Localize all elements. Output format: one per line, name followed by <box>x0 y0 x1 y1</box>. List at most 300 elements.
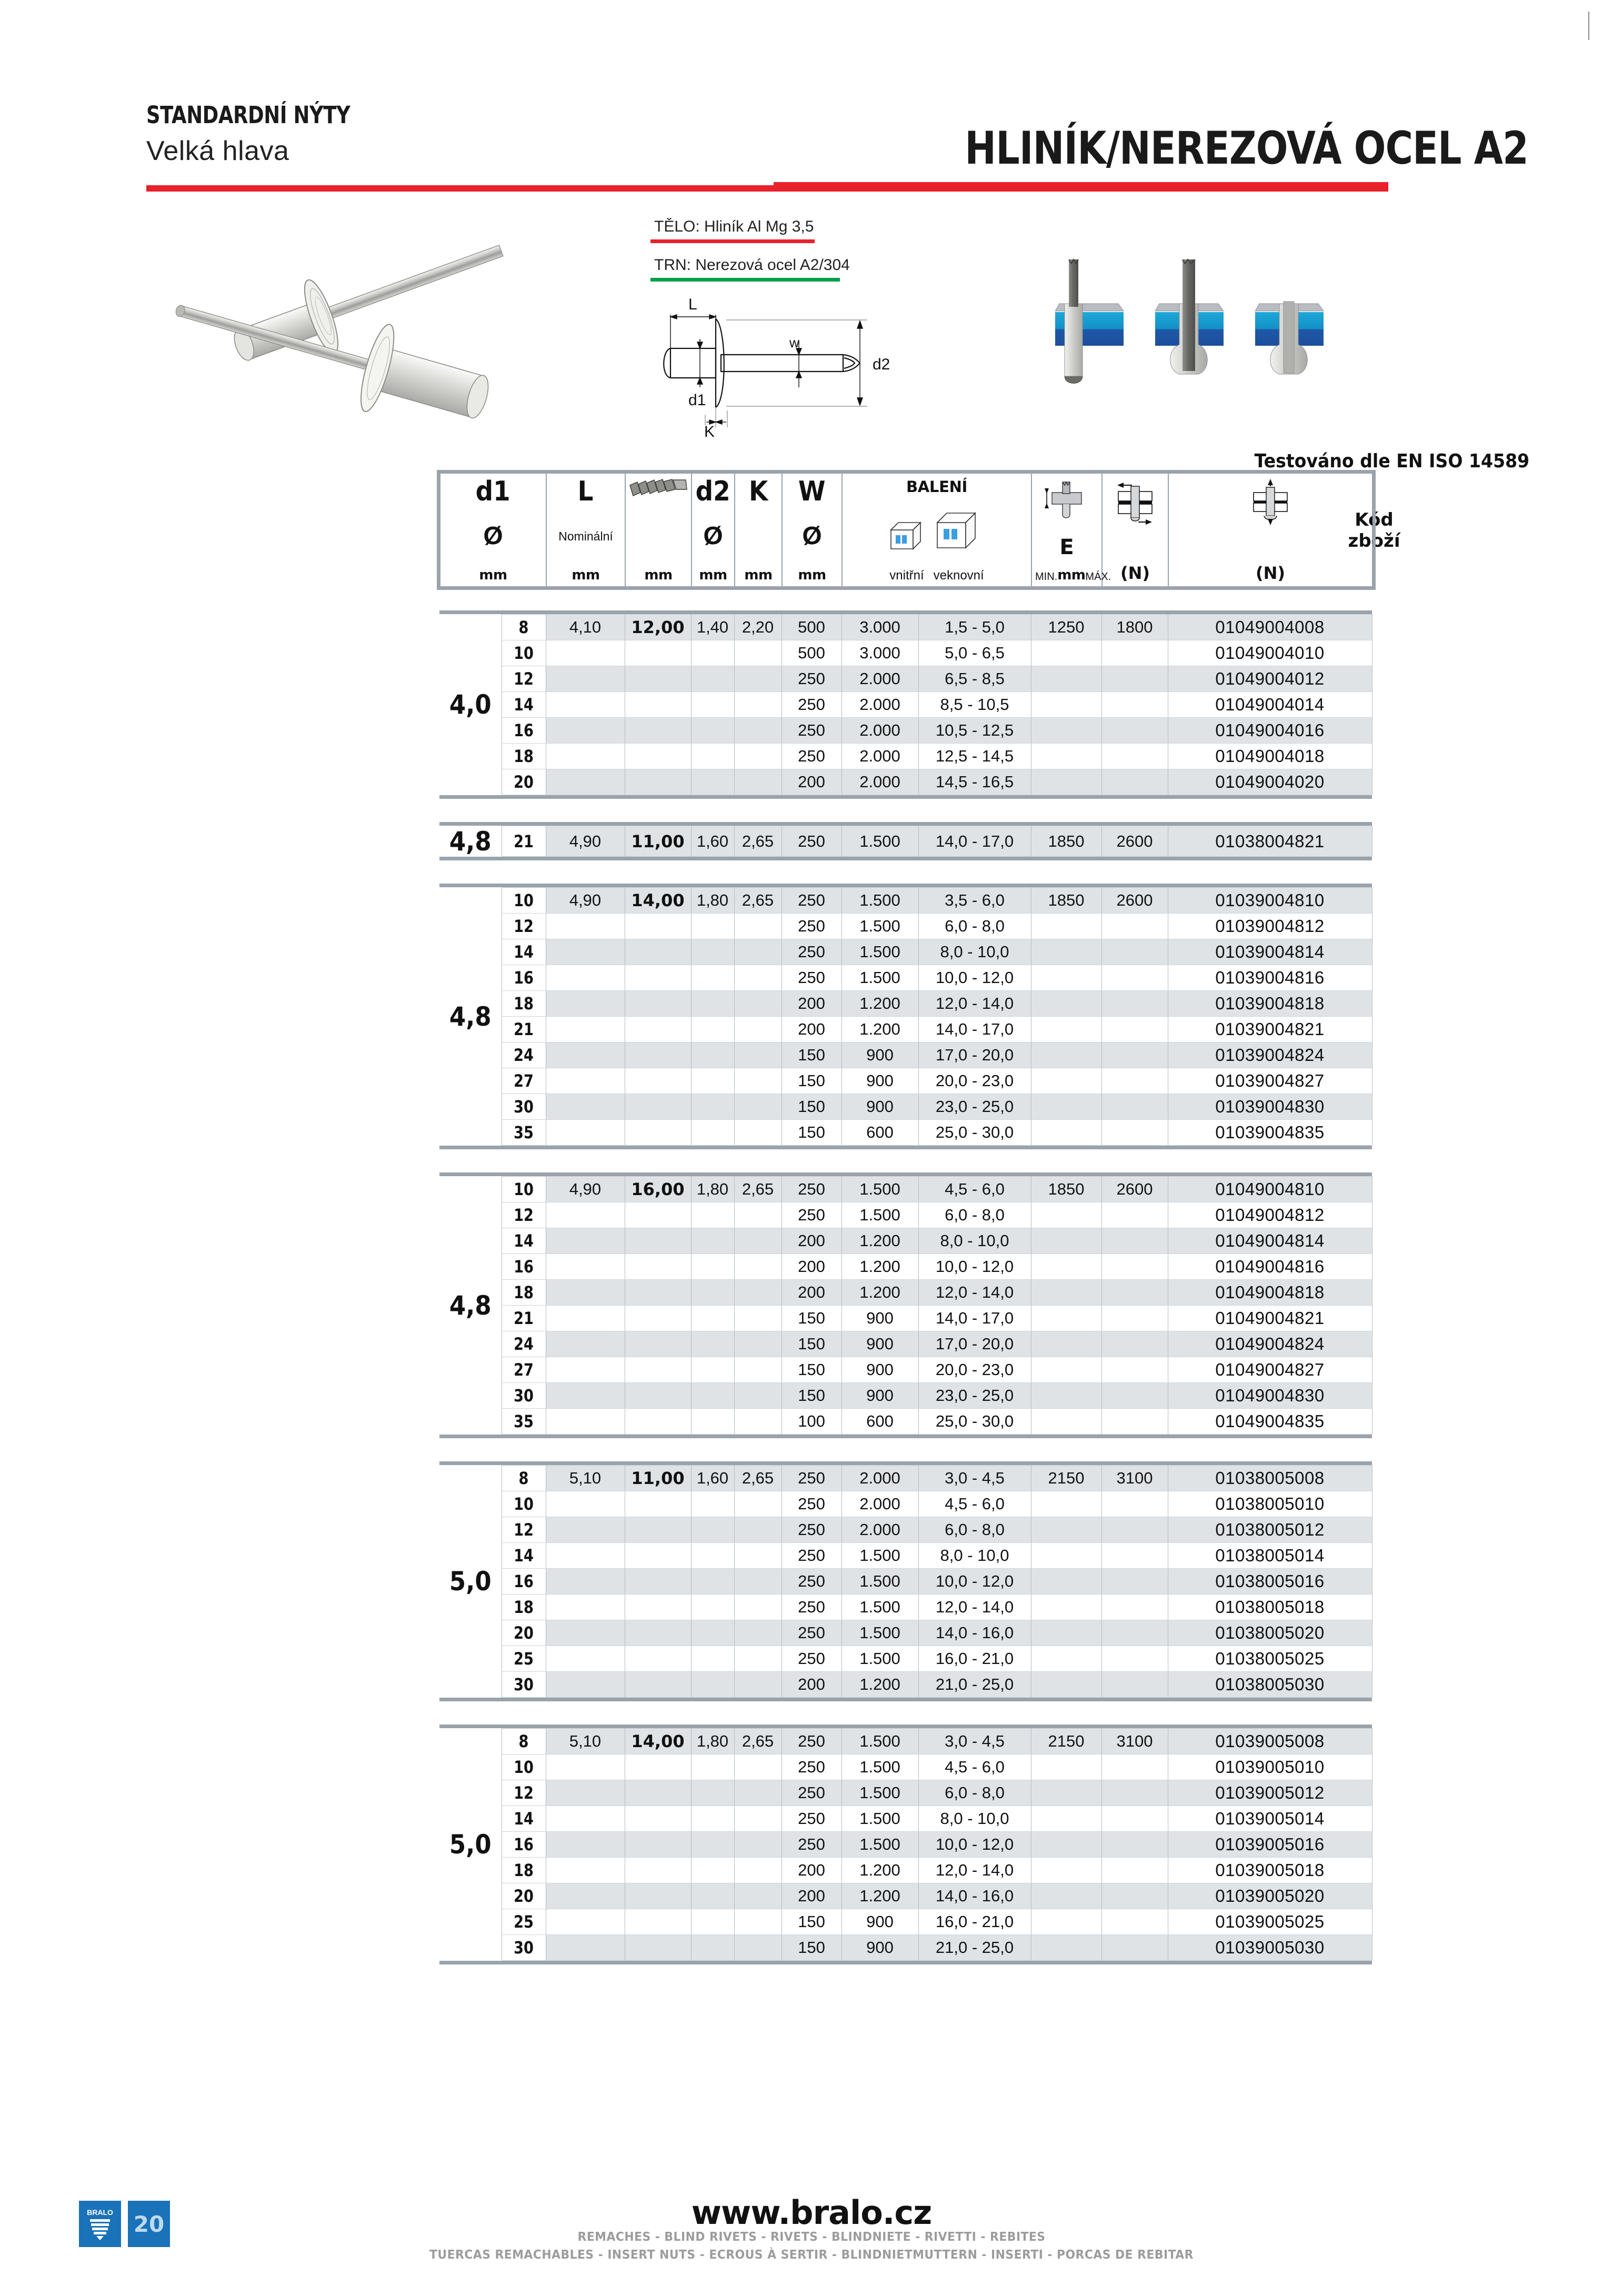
cell-length: 12 <box>505 666 542 692</box>
table-row[interactable] <box>439 1466 1372 1491</box>
cell-length: 10 <box>505 888 542 914</box>
cell-K: 1,80 <box>691 888 734 914</box>
cell-length: 27 <box>505 1068 542 1094</box>
cell-nominal <box>546 1120 625 1146</box>
cell-nominal <box>546 1883 625 1909</box>
group-gap <box>439 1438 1372 1461</box>
cell-W <box>734 914 782 939</box>
table-row[interactable] <box>439 1202 1372 1228</box>
cell-grip-range: 1,5 - 5,0 <box>918 615 1031 640</box>
cell-K <box>691 640 734 666</box>
cell-length: 24 <box>505 1042 542 1068</box>
cell-nominal <box>546 692 625 718</box>
table-row[interactable] <box>439 1935 1372 1961</box>
cell-pack-inner: 150 <box>782 1094 841 1120</box>
cell-tensile <box>1101 1935 1168 1961</box>
table-row[interactable] <box>439 991 1372 1017</box>
cell-nominal <box>546 1672 625 1698</box>
cell-grip-range: 17,0 - 20,0 <box>918 1331 1031 1357</box>
cell-code: 01049004014 <box>1168 692 1372 718</box>
cell-d2: 14,00 <box>625 1729 691 1754</box>
cell-nominal <box>546 1383 625 1409</box>
cell-d2 <box>625 769 691 795</box>
cell-tensile <box>1101 744 1168 769</box>
cell-W <box>734 1383 782 1409</box>
cell-W <box>734 1306 782 1331</box>
table-row[interactable] <box>439 1883 1372 1909</box>
dim-label-d1: d1 <box>688 392 706 409</box>
cell-nominal <box>546 1202 625 1228</box>
cell-K <box>691 1202 734 1228</box>
th-shear: (N) <box>1102 473 1168 587</box>
rivet-dimension-drawing <box>647 284 974 437</box>
cell-nominal <box>546 1569 625 1595</box>
spec-group <box>439 822 1372 860</box>
cell-pack-outer: 900 <box>841 1068 918 1094</box>
cell-K <box>691 965 734 991</box>
th-L: L Nominální mm <box>546 473 625 587</box>
cell-grip-range: 23,0 - 25,0 <box>918 1383 1031 1409</box>
cell-pack-inner: 250 <box>782 1780 841 1806</box>
cell-pack-outer: 1.200 <box>841 1858 918 1883</box>
cell-d2 <box>625 1806 691 1832</box>
cell-tensile: 2600 <box>1101 1177 1168 1202</box>
cell-K <box>691 769 734 795</box>
cell-d2 <box>625 1068 691 1094</box>
cell-K <box>691 1883 734 1909</box>
cell-shear <box>1031 1595 1101 1620</box>
table-row[interactable] <box>439 718 1372 744</box>
cell-pack-outer: 1.500 <box>841 1832 918 1858</box>
table-row[interactable] <box>439 1331 1372 1357</box>
cell-shear <box>1031 1754 1101 1780</box>
cell-K <box>691 1517 734 1543</box>
cell-d1: 5,0 <box>443 1729 498 1961</box>
header-left <box>146 101 395 167</box>
cell-W <box>734 1780 782 1806</box>
cell-pack-outer: 1.200 <box>841 1228 918 1254</box>
cell-code: 01039004812 <box>1168 914 1372 939</box>
cell-pack-outer: 1.500 <box>841 1806 918 1832</box>
group-gap <box>439 860 1372 884</box>
cell-grip-range: 12,0 - 14,0 <box>918 1858 1031 1883</box>
cell-shear <box>1031 666 1101 692</box>
cell-W <box>734 1832 782 1858</box>
cell-grip-range: 25,0 - 30,0 <box>918 1409 1031 1435</box>
cell-W <box>734 1620 782 1646</box>
cell-pack-outer: 1.500 <box>841 1569 918 1595</box>
cell-code: 01039005025 <box>1168 1909 1372 1935</box>
cell-K <box>691 1595 734 1620</box>
cell-nominal: 4,90 <box>546 888 625 914</box>
cell-W <box>734 1672 782 1698</box>
spec-group <box>439 610 1372 799</box>
th-grip-range: E MIN. mm MÁX. <box>1031 473 1102 587</box>
cell-d1: 4,8 <box>443 826 498 857</box>
cell-shear: 2150 <box>1031 1729 1101 1754</box>
cell-pack-outer: 1.200 <box>841 1672 918 1698</box>
diameter-icon: Ø <box>802 522 822 550</box>
cell-grip-range: 8,0 - 10,0 <box>918 1543 1031 1569</box>
cell-pack-outer: 900 <box>841 1909 918 1935</box>
cell-shear <box>1031 1858 1101 1883</box>
cell-code: 01049004835 <box>1168 1409 1372 1435</box>
cell-pack-inner: 150 <box>782 1331 841 1357</box>
cell-d2 <box>625 914 691 939</box>
cell-code: 01039005020 <box>1168 1883 1372 1909</box>
cell-code: 01049004008 <box>1168 615 1372 640</box>
cell-length: 10 <box>505 1491 542 1517</box>
cell-code: 01038004821 <box>1168 826 1372 857</box>
cell-code: 01038005008 <box>1168 1466 1372 1491</box>
cell-d2 <box>625 1383 691 1409</box>
cell-shear <box>1031 1120 1101 1146</box>
th-tensile: (N) <box>1168 473 1372 587</box>
table-row[interactable] <box>439 1780 1372 1806</box>
page-subtitle: Velká hlava <box>146 136 289 166</box>
cell-shear <box>1031 1491 1101 1517</box>
cell-code: 01039004816 <box>1168 965 1372 991</box>
table-row[interactable] <box>439 1280 1372 1306</box>
cell-K <box>691 1491 734 1517</box>
spec-group <box>439 1461 1372 1701</box>
cell-shear <box>1031 1280 1101 1306</box>
cell-nominal <box>546 1331 625 1357</box>
cell-pack-inner: 250 <box>782 1729 841 1754</box>
cell-grip-range: 20,0 - 23,0 <box>918 1357 1031 1383</box>
table-row[interactable] <box>439 1254 1372 1280</box>
table-row[interactable] <box>439 1306 1372 1331</box>
table-row[interactable] <box>439 1729 1372 1754</box>
table-row[interactable] <box>439 1228 1372 1254</box>
cell-code: 01039005030 <box>1168 1935 1372 1961</box>
cell-nominal: 5,10 <box>546 1466 625 1491</box>
table-row[interactable] <box>439 1754 1372 1780</box>
table-row[interactable] <box>439 1909 1372 1935</box>
cell-d2 <box>625 1331 691 1357</box>
cell-pack-inner: 250 <box>782 744 841 769</box>
footer-products-line-2: TUERCAS REMACHABLES - INSERT NUTS - ECROUS À SERTIR - BLINDNIETMUTTERN - INSERTI - PORCAS DE REBITAR <box>429 2248 1194 2262</box>
cell-shear <box>1031 692 1101 718</box>
cell-code: 01038005016 <box>1168 1569 1372 1595</box>
cell-pack-inner: 250 <box>782 1466 841 1491</box>
th-packing: BALENÍ vnitřní veknovní <box>842 473 1031 587</box>
cell-shear <box>1031 1306 1101 1331</box>
cell-W <box>734 1120 782 1146</box>
cell-code: 01049004816 <box>1168 1254 1372 1280</box>
cell-grip-range: 21,0 - 25,0 <box>918 1672 1031 1698</box>
group-gap <box>439 1701 1372 1724</box>
cell-nominal <box>546 1620 625 1646</box>
cell-pack-outer: 900 <box>841 1357 918 1383</box>
group-gap <box>439 587 1372 610</box>
cell-shear <box>1031 939 1101 965</box>
cell-pack-inner: 250 <box>782 914 841 939</box>
cell-nominal <box>546 769 625 795</box>
cell-W <box>734 1409 782 1435</box>
cell-pack-outer: 2.000 <box>841 666 918 692</box>
cell-d2 <box>625 1254 691 1280</box>
table-row[interactable] <box>439 1595 1372 1620</box>
cell-W <box>734 1017 782 1042</box>
cell-W <box>734 1228 782 1254</box>
cell-pack-outer: 2.000 <box>841 769 918 795</box>
cell-length: 25 <box>505 1646 542 1672</box>
cell-length: 10 <box>505 1177 542 1202</box>
cell-shear <box>1031 769 1101 795</box>
cell-K <box>691 1331 734 1357</box>
table-row[interactable] <box>439 1177 1372 1202</box>
cell-length: 24 <box>505 1331 542 1357</box>
cell-tensile <box>1101 1569 1168 1595</box>
cell-length: 18 <box>505 991 542 1017</box>
cell-length: 8 <box>505 1729 542 1754</box>
cell-pack-inner: 500 <box>782 640 841 666</box>
page-kicker: STANDARDNÍ NÝTY <box>146 101 350 129</box>
cell-d2: 11,00 <box>625 1466 691 1491</box>
cell-d2 <box>625 1042 691 1068</box>
cell-grip-range: 10,0 - 12,0 <box>918 1832 1031 1858</box>
cell-nominal <box>546 1832 625 1858</box>
cell-tensile: 2600 <box>1101 888 1168 914</box>
cell-pack-outer: 2.000 <box>841 1466 918 1491</box>
cell-code: 01049004818 <box>1168 1280 1372 1306</box>
cell-nominal <box>546 1909 625 1935</box>
cell-tensile <box>1101 1543 1168 1569</box>
table-row[interactable] <box>439 1832 1372 1858</box>
table-row[interactable] <box>439 1042 1372 1068</box>
cell-W <box>734 1569 782 1595</box>
cell-pack-inner: 250 <box>782 666 841 692</box>
cell-length: 25 <box>505 1909 542 1935</box>
cell-shear <box>1031 1331 1101 1357</box>
table-row[interactable] <box>439 744 1372 769</box>
cell-K <box>691 666 734 692</box>
cell-grip-range: 14,0 - 17,0 <box>918 1017 1031 1042</box>
cell-grip-range: 12,0 - 14,0 <box>918 1280 1031 1306</box>
cell-length: 18 <box>505 744 542 769</box>
cell-shear: 1250 <box>1031 615 1101 640</box>
th-d2: d2 Ø mm <box>692 473 735 587</box>
cell-d1: 4,0 <box>443 615 498 795</box>
cell-length: 10 <box>505 640 542 666</box>
cell-pack-inner: 150 <box>782 1383 841 1409</box>
cell-length: 10 <box>505 1754 542 1780</box>
cell-W <box>734 1042 782 1068</box>
cell-length: 27 <box>505 1357 542 1383</box>
table-row[interactable] <box>439 615 1372 640</box>
cell-W <box>734 1094 782 1120</box>
cell-nominal <box>546 1858 625 1883</box>
table-row[interactable] <box>439 769 1372 795</box>
table-row[interactable] <box>439 1543 1372 1569</box>
cell-tensile <box>1101 1202 1168 1228</box>
cell-nominal <box>546 1306 625 1331</box>
cell-nominal <box>546 1068 625 1094</box>
cell-length: 16 <box>505 718 542 744</box>
table-row[interactable] <box>439 965 1372 991</box>
cell-pack-outer: 2.000 <box>841 1491 918 1517</box>
cell-tensile: 2600 <box>1101 826 1168 857</box>
cell-code: 01039005016 <box>1168 1832 1372 1858</box>
cell-tensile <box>1101 1909 1168 1935</box>
cell-K <box>691 1569 734 1595</box>
cell-grip-range: 14,0 - 17,0 <box>918 1306 1031 1331</box>
cell-nominal <box>546 1595 625 1620</box>
cell-tensile <box>1101 965 1168 991</box>
cell-d2 <box>625 718 691 744</box>
table-row[interactable] <box>439 1517 1372 1543</box>
cell-tensile <box>1101 640 1168 666</box>
cell-d2 <box>625 1646 691 1672</box>
table-row[interactable] <box>439 1094 1372 1120</box>
cell-nominal <box>546 939 625 965</box>
cell-pack-inner: 250 <box>782 1543 841 1569</box>
table-row[interactable] <box>439 1120 1372 1146</box>
cell-shear <box>1031 1543 1101 1569</box>
table-row[interactable] <box>439 888 1372 914</box>
cell-length: 18 <box>505 1595 542 1620</box>
table-row[interactable] <box>439 1383 1372 1409</box>
cell-length: 12 <box>505 914 542 939</box>
cell-length: 16 <box>505 965 542 991</box>
cell-tensile: 3100 <box>1101 1466 1168 1491</box>
cell-pack-inner: 250 <box>782 1569 841 1595</box>
page-title: HLINÍK/NEREZOVÁ OCEL A2 <box>965 122 1528 175</box>
table-row[interactable] <box>439 826 1372 857</box>
cell-W <box>734 939 782 965</box>
cell-W: 2,65 <box>734 1729 782 1754</box>
cell-tensile <box>1101 1491 1168 1517</box>
table-row[interactable] <box>439 1409 1372 1435</box>
cell-pack-outer: 900 <box>841 1094 918 1120</box>
cell-nominal: 4,10 <box>546 615 625 640</box>
table-row[interactable] <box>439 1017 1372 1042</box>
cell-shear <box>1031 1569 1101 1595</box>
inner-box-icon <box>889 519 928 554</box>
table-header-row: d1 Ø mm L Nominální mm mm d2 Ø mm K mm W Ø mm BALENÍ vnitřní veknovní E MIN. mm MÁX. (N) (N) Kód zboží <box>440 473 1372 587</box>
cell-pack-outer: 1.200 <box>841 991 918 1017</box>
cell-code: 01038005020 <box>1168 1620 1372 1646</box>
cell-d2 <box>625 1094 691 1120</box>
table-row[interactable] <box>439 1491 1372 1517</box>
table-row[interactable] <box>439 640 1372 666</box>
cell-pack-inner: 200 <box>782 1883 841 1909</box>
cell-W <box>734 1254 782 1280</box>
cell-K <box>691 1383 734 1409</box>
cell-grip-range: 10,0 - 12,0 <box>918 965 1031 991</box>
cell-pack-outer: 1.500 <box>841 1754 918 1780</box>
cell-pack-inner: 200 <box>782 1017 841 1042</box>
cell-grip-range: 6,0 - 8,0 <box>918 1780 1031 1806</box>
material-body-underline <box>650 239 815 243</box>
table-row[interactable] <box>439 1620 1372 1646</box>
cell-tensile <box>1101 1228 1168 1254</box>
table-row[interactable] <box>439 1569 1372 1595</box>
cell-W <box>734 769 782 795</box>
cell-length: 21 <box>505 826 542 857</box>
cell-pack-inner: 150 <box>782 1357 841 1383</box>
dim-label-w: w <box>789 335 799 350</box>
cell-shear <box>1031 1409 1101 1435</box>
cell-shear <box>1031 1517 1101 1543</box>
cell-length: 20 <box>505 1883 542 1909</box>
cell-code: 01039005012 <box>1168 1780 1372 1806</box>
cell-nominal <box>546 1517 625 1543</box>
cell-d2: 12,00 <box>625 615 691 640</box>
cell-K <box>691 1306 734 1331</box>
cell-grip-range: 8,0 - 10,0 <box>918 1806 1031 1832</box>
cell-nominal <box>546 1754 625 1780</box>
group-gap <box>439 1149 1372 1172</box>
table-row[interactable] <box>439 666 1372 692</box>
table-row[interactable] <box>439 914 1372 939</box>
cell-d2 <box>625 1017 691 1042</box>
cell-K <box>691 1357 734 1383</box>
cell-code: 01039004810 <box>1168 888 1372 914</box>
cell-K: 1,60 <box>691 1466 734 1491</box>
cell-d2 <box>625 1120 691 1146</box>
cell-K <box>691 1228 734 1254</box>
cell-code: 01039004835 <box>1168 1120 1372 1146</box>
cell-grip-range: 10,0 - 12,0 <box>918 1254 1031 1280</box>
cell-W <box>734 1357 782 1383</box>
cell-pack-inner: 250 <box>782 1620 841 1646</box>
cell-d2 <box>625 1909 691 1935</box>
cell-tensile <box>1101 1832 1168 1858</box>
cell-tensile <box>1101 769 1168 795</box>
table-row[interactable] <box>439 1672 1372 1698</box>
cell-nominal <box>546 914 625 939</box>
cell-W <box>734 991 782 1017</box>
cell-pack-outer: 900 <box>841 1306 918 1331</box>
cell-length: 30 <box>505 1935 542 1961</box>
cell-pack-outer: 1.200 <box>841 1883 918 1909</box>
cell-W <box>734 1909 782 1935</box>
material-body-label: TĚLO: Hliník Al Mg 3,5 <box>654 218 814 235</box>
table-row[interactable] <box>439 1806 1372 1832</box>
cell-grip-range: 3,0 - 4,5 <box>918 1729 1031 1754</box>
cell-pack-inner: 250 <box>782 1491 841 1517</box>
table-row[interactable] <box>439 692 1372 718</box>
cell-nominal <box>546 744 625 769</box>
cell-shear: 1850 <box>1031 888 1101 914</box>
cell-nominal <box>546 1491 625 1517</box>
cell-K <box>691 1409 734 1435</box>
table-row[interactable] <box>439 1858 1372 1883</box>
cell-shear <box>1031 718 1101 744</box>
cell-d2 <box>625 991 691 1017</box>
cell-pack-outer: 2.000 <box>841 692 918 718</box>
cell-d2 <box>625 744 691 769</box>
cell-shear <box>1031 1832 1101 1858</box>
table-row[interactable] <box>439 1357 1372 1383</box>
cell-pack-inner: 200 <box>782 1672 841 1698</box>
cell-pack-outer: 900 <box>841 1935 918 1961</box>
cell-length: 12 <box>505 1202 542 1228</box>
cell-code: 01049004016 <box>1168 718 1372 744</box>
cell-grip-range: 4,5 - 6,0 <box>918 1491 1031 1517</box>
cell-shear <box>1031 744 1101 769</box>
cell-tensile <box>1101 914 1168 939</box>
table-row[interactable] <box>439 939 1372 965</box>
cell-tensile <box>1101 1331 1168 1357</box>
cell-pack-inner: 250 <box>782 826 841 857</box>
table-row[interactable] <box>439 1068 1372 1094</box>
table-row[interactable] <box>439 1646 1372 1672</box>
cell-W <box>734 744 782 769</box>
cell-shear <box>1031 640 1101 666</box>
